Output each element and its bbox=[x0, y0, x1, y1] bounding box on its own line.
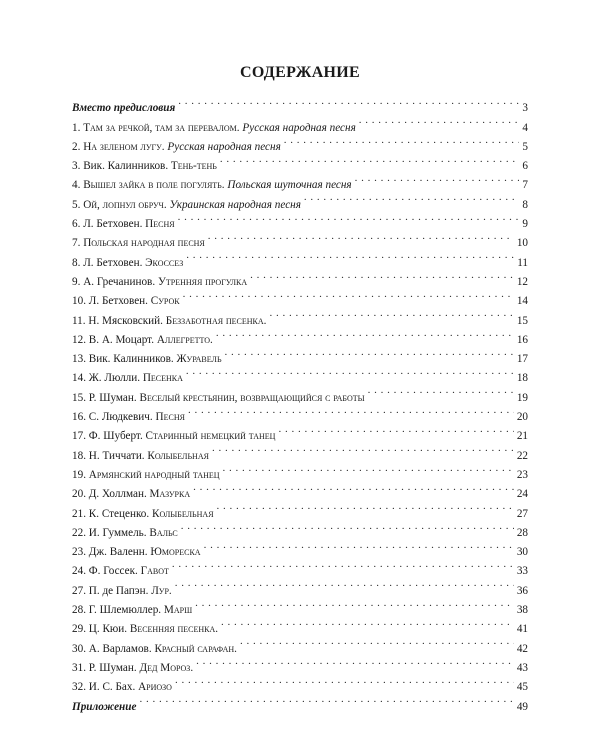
dot-leader bbox=[175, 574, 514, 593]
dot-leader bbox=[223, 459, 514, 478]
toc-entry-number: 11. bbox=[72, 314, 86, 327]
toc-entry-number: 1. bbox=[72, 121, 81, 134]
toc-entry-title bbox=[72, 408, 188, 427]
toc-entry-piece: Дед Мороз. bbox=[139, 661, 194, 674]
dot-leader bbox=[196, 652, 514, 671]
toc-page-number: 8 bbox=[522, 198, 528, 211]
toc-entry-number: 15. bbox=[72, 391, 86, 404]
toc-entry-piece: На зеленом лугу. bbox=[83, 140, 165, 153]
toc-entry-piece: Журавель bbox=[176, 353, 222, 366]
toc-entry-genre: Польская шуточная песня bbox=[227, 179, 352, 192]
toc-page-number: 45 bbox=[516, 681, 528, 694]
toc-entry-author: А. Гречанинов. bbox=[83, 275, 156, 288]
toc-entry-piece: Мазурка bbox=[149, 488, 191, 501]
toc-entry-piece: Старинный немецкий танец bbox=[145, 430, 276, 443]
toc-entry-number: 21. bbox=[72, 507, 86, 520]
toc-page-number: 11 bbox=[517, 256, 528, 269]
toc-entry-author: Н. Тиччати. bbox=[88, 449, 145, 462]
dot-leader bbox=[212, 439, 514, 458]
toc-entry-author: И. Гуммель. bbox=[88, 526, 147, 539]
toc-page-number: 17 bbox=[516, 353, 528, 366]
toc-entry-piece: Марш bbox=[163, 604, 193, 617]
toc-entry-author: Л. Бетховен. bbox=[88, 295, 148, 308]
toc-page-number: 18 bbox=[516, 372, 528, 385]
toc-entry-author: Д. Холлман. bbox=[88, 488, 147, 501]
toc-entry-title bbox=[72, 485, 193, 504]
toc-entry-number: 31. bbox=[72, 661, 86, 674]
table-of-contents bbox=[72, 92, 528, 713]
toc-entry-author: Ж. Люлли. bbox=[88, 372, 141, 385]
toc-entry-author: Р. Шуман. bbox=[88, 661, 137, 674]
toc-entry-piece: Колыбельная bbox=[147, 449, 209, 462]
toc-entry-author: К. Стеценко. bbox=[88, 507, 150, 520]
toc-page-number: 15 bbox=[516, 314, 528, 327]
dot-leader bbox=[359, 111, 520, 130]
toc-entry-piece: Аллегретто. bbox=[156, 333, 213, 346]
toc-entry-piece: Экоссез bbox=[145, 256, 184, 269]
toc-entry-number: 29. bbox=[72, 623, 86, 636]
toc-entry-piece: Песенка bbox=[142, 372, 183, 385]
toc-entry-number: 4. bbox=[72, 179, 81, 192]
toc-page-number: 24 bbox=[516, 488, 528, 501]
toc-entry-piece: Песня bbox=[155, 411, 185, 424]
dot-leader bbox=[225, 343, 514, 362]
toc-entry-number: 17. bbox=[72, 430, 86, 443]
toc-entry-piece: Тень-тень bbox=[170, 160, 217, 173]
toc-entry-number: 9. bbox=[72, 275, 81, 288]
toc-entry-preface[interactable] bbox=[72, 92, 528, 115]
toc-entry-author: И. С. Бах. bbox=[88, 681, 136, 694]
toc-page-number: 21 bbox=[516, 430, 528, 443]
toc-entry-title bbox=[72, 254, 186, 273]
toc-entry-number: 3. bbox=[72, 160, 81, 173]
toc-entry-piece: Лур. bbox=[151, 584, 172, 597]
dot-leader bbox=[188, 401, 514, 420]
toc-entry-number: 23. bbox=[72, 546, 86, 559]
toc-entry-title: Вместо предисловия bbox=[72, 102, 176, 115]
toc-entry-title bbox=[72, 331, 216, 350]
toc-entry-author: Дж. Валенн. bbox=[88, 546, 148, 559]
toc-entry-title bbox=[72, 524, 181, 543]
toc-entry-piece: Польская народная песня bbox=[83, 237, 205, 250]
toc-page-number: 10 bbox=[516, 237, 528, 250]
dot-leader bbox=[204, 536, 514, 555]
toc-entry-piece: Колыбельная bbox=[152, 507, 214, 520]
toc-entry-number: 22. bbox=[72, 526, 86, 539]
dot-leader bbox=[368, 381, 514, 400]
toc-entry-piece: Утренняя прогулка bbox=[157, 275, 248, 288]
toc-entry-title bbox=[72, 562, 172, 581]
toc-page-number: 3 bbox=[522, 102, 528, 115]
toc-entry-genre: Русская народная песня bbox=[242, 121, 356, 134]
toc-entry-piece: Весенняя песенка. bbox=[129, 623, 219, 636]
toc-entry-title bbox=[72, 292, 183, 311]
toc-entry-title: Приложение bbox=[72, 700, 137, 713]
toc-entry-author: А. Варламов. bbox=[88, 642, 152, 655]
dot-leader bbox=[178, 92, 519, 111]
toc-entry-number: 16. bbox=[72, 411, 86, 424]
toc-entry-number: 12. bbox=[72, 333, 86, 346]
toc-entry-piece: Гавот bbox=[140, 565, 169, 578]
toc-entry-title bbox=[72, 582, 175, 601]
toc-entry-author: Вик. Калинников. bbox=[88, 353, 174, 366]
toc-entry-author: Н. Мясковский. bbox=[88, 314, 163, 327]
dot-leader bbox=[195, 594, 514, 613]
dot-leader bbox=[186, 246, 514, 265]
toc-entry-number: 10. bbox=[72, 295, 86, 308]
toc-entry-number: 14. bbox=[72, 372, 86, 385]
toc-page-number: 43 bbox=[516, 661, 528, 674]
toc-page-number: 49 bbox=[516, 700, 528, 713]
toc-page-number: 28 bbox=[516, 526, 528, 539]
toc-page-number: 16 bbox=[516, 333, 528, 346]
toc-page-number: 4 bbox=[522, 121, 528, 134]
dot-leader bbox=[178, 208, 520, 227]
toc-entry-number: 27. bbox=[72, 584, 86, 597]
toc-page-number: 41 bbox=[516, 623, 528, 636]
toc-entry-title bbox=[72, 620, 221, 639]
toc-entry-piece: Красный сарафан. bbox=[154, 642, 237, 655]
toc-entry-number: 8. bbox=[72, 256, 81, 269]
toc-entry-piece: Ариозо bbox=[138, 681, 172, 694]
toc-page-number: 33 bbox=[516, 565, 528, 578]
toc-entry-number: 6. bbox=[72, 218, 81, 231]
toc-entry-title bbox=[72, 157, 220, 176]
dot-leader bbox=[139, 690, 513, 709]
toc-page-number: 22 bbox=[516, 449, 528, 462]
toc-entry-author: Л. Бетховен. bbox=[83, 218, 143, 231]
toc-entry-author: Л. Бетховен. bbox=[83, 256, 143, 269]
toc-page-number: 14 bbox=[516, 295, 528, 308]
toc-entry-piece: Беззаботная песенка. bbox=[165, 314, 267, 327]
dot-leader bbox=[240, 632, 514, 651]
dot-leader bbox=[181, 517, 514, 536]
toc-entry-title bbox=[72, 601, 195, 620]
dot-leader bbox=[220, 150, 520, 169]
toc-page-number: 23 bbox=[516, 468, 528, 481]
dot-leader bbox=[284, 131, 520, 150]
toc-entry-author: Г. Шлемюллер. bbox=[88, 604, 162, 617]
toc-entry-author: П. де Папэн. bbox=[88, 584, 149, 597]
toc-entry-piece: Сурок bbox=[150, 295, 180, 308]
toc-entry-number: 20. bbox=[72, 488, 86, 501]
dot-leader bbox=[269, 304, 513, 323]
toc-page-number: 20 bbox=[516, 411, 528, 424]
toc-entry-number: 19. bbox=[72, 468, 86, 481]
toc-entry-number: 5. bbox=[72, 198, 81, 211]
toc-page-number: 5 bbox=[522, 140, 528, 153]
toc-entry-piece: Там за речкой, там за перевалом. bbox=[83, 121, 240, 134]
toc-page-number: 9 bbox=[522, 218, 528, 231]
toc-entry-genre: Украинская народная песня bbox=[169, 198, 301, 211]
toc-entry-title bbox=[72, 215, 178, 234]
toc-entry-number: 18. bbox=[72, 449, 86, 462]
toc-page-number: 36 bbox=[516, 584, 528, 597]
toc-entry-title bbox=[72, 447, 212, 466]
dot-leader bbox=[172, 555, 514, 574]
dot-leader bbox=[304, 188, 520, 207]
toc-page-number: 42 bbox=[516, 642, 528, 655]
dot-leader bbox=[175, 671, 514, 690]
toc-entry-appendix[interactable] bbox=[72, 690, 528, 713]
toc-entry-number: 24. bbox=[72, 565, 86, 578]
toc-entry-author: Ф. Госсек. bbox=[88, 565, 138, 578]
toc-entry-number: 13. bbox=[72, 353, 86, 366]
toc-entry-author: С. Людкевич. bbox=[88, 411, 153, 424]
toc-entry-number: 32. bbox=[72, 681, 86, 694]
dot-leader bbox=[208, 227, 514, 246]
toc-entry-author: В. А. Моцарт. bbox=[88, 333, 155, 346]
toc-entry-number: 2. bbox=[72, 140, 81, 153]
toc-entry-author: Ф. Шуберт. bbox=[88, 430, 143, 443]
toc-entry-number: 28. bbox=[72, 604, 86, 617]
toc-entry-piece: Ой, лопнул обруч. bbox=[83, 198, 167, 211]
toc-entry-piece: Армянский народный танец bbox=[88, 468, 220, 481]
toc-entry-piece: Вальс bbox=[149, 526, 178, 539]
toc-entry-number: 30. bbox=[72, 642, 86, 655]
toc-entry-author: Вик. Калинников. bbox=[83, 160, 169, 173]
toc-entry-piece: Веселый крестьянин, возвращающийся с работы bbox=[139, 391, 365, 404]
dot-leader bbox=[216, 324, 514, 343]
dot-leader bbox=[183, 285, 514, 304]
toc-page-number: 7 bbox=[522, 179, 528, 192]
toc-entry-piece: Вышел зайка в поле погулять. bbox=[83, 179, 225, 192]
page-title: СОДЕРЖАНИЕ bbox=[239, 64, 361, 81]
dot-leader bbox=[221, 613, 514, 632]
toc-page-number: 27 bbox=[516, 507, 528, 520]
dot-leader bbox=[217, 497, 514, 516]
toc-page-number: 30 bbox=[516, 546, 528, 559]
toc-entry-title bbox=[72, 369, 186, 388]
dot-leader bbox=[250, 266, 514, 285]
toc-entry-number: 7. bbox=[72, 237, 81, 250]
dot-leader bbox=[278, 420, 513, 439]
toc-page-number: 12 bbox=[516, 275, 528, 288]
toc-entry-piece: Песня bbox=[145, 218, 175, 231]
dot-leader bbox=[186, 362, 514, 381]
toc-entry-genre: Русская народная песня bbox=[167, 140, 281, 153]
toc-page-number: 6 bbox=[522, 160, 528, 173]
toc-entry-author: Ц. Кюи. bbox=[88, 623, 128, 636]
toc-page-number: 19 bbox=[516, 391, 528, 404]
toc-entry-author: Р. Шуман. bbox=[88, 391, 137, 404]
dot-leader bbox=[355, 169, 520, 188]
toc-entry-piece: Юмореска bbox=[150, 546, 201, 559]
toc-page-number: 38 bbox=[516, 604, 528, 617]
dot-leader bbox=[193, 478, 514, 497]
